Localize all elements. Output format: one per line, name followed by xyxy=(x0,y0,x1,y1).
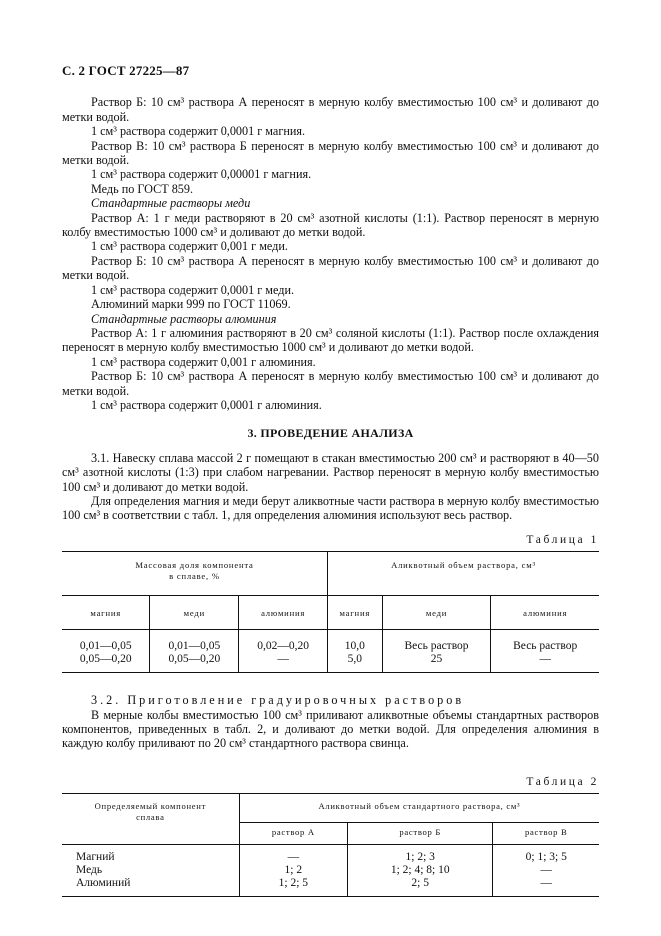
paragraph: Раствор Б: 10 см³ раствора А переносят в мерную колбу вместимостью 100 см³ и доливают до метки водой. xyxy=(62,95,599,124)
table2-group-header: Аликвотный объем стандартного раствора, см³ xyxy=(239,794,599,823)
table2-col-header: Определяемый компонент сплава xyxy=(62,794,239,845)
table1-col-header: магния xyxy=(327,596,382,630)
table2-cell: 0; 1; 3; 5 — — xyxy=(493,845,599,897)
subheading-copper: Стандартные растворы меди xyxy=(91,196,251,211)
table1-group-header: Аликвотный объем раствора, см³ xyxy=(327,552,599,596)
paragraph: 1 см³ раствора содержит 0,001 г алюминия. xyxy=(91,354,316,369)
table2-cell: — 1; 2 1; 2; 5 xyxy=(239,845,347,897)
document-page xyxy=(62,64,599,897)
table1-cell: 0,01—0,05 0,05—0,20 xyxy=(79,640,132,666)
table1-caption: Таблица 1 xyxy=(526,533,599,546)
table1-col-header: меди xyxy=(382,596,491,630)
table2-col-header: раствор Б xyxy=(347,823,493,845)
paragraph: Медь по ГОСТ 859. xyxy=(91,181,194,196)
table1-cell: 0,02—0,20 — xyxy=(239,630,328,673)
paragraph: Раствор А: 1 г меди растворяют в 20 см³ азотной кислоты (1:1). Раствор переносят в мерную колбу вместимостью 1000 см³ и доливают до метки водой. xyxy=(62,210,599,240)
paragraph: Алюминий марки 999 по ГОСТ 11069. xyxy=(91,297,291,312)
table1-group-header: Массовая доля компонента в сплаве, % xyxy=(62,552,327,596)
subsection-heading: 3.2. Приготовление градуировочных растворов xyxy=(91,693,465,708)
section-title: 3. ПРОВЕДЕНИЕ АНАЛИЗА xyxy=(247,426,414,441)
paragraph: 1 см³ раствора содержит 0,001 г меди. xyxy=(91,239,288,254)
paragraph: Раствор Б: 10 см³ раствора А переносят в мерную колбу вместимостью 100 см³ и доливают до метки водой. xyxy=(62,369,599,398)
table1-cell: Весь раствор — xyxy=(491,630,599,673)
paragraph: В мерные колбы вместимостью 100 см³ приливают аликвотные объемы стандартных растворов компонентов, приведенных в табл. 2, и доливают до метки водой. Для определения алюминия в каждую колбу приливают по 20 см³ стандартного раствора свинца. xyxy=(62,707,599,751)
table2-col-header: раствор А xyxy=(239,823,347,845)
paragraph: 1 см³ раствора содержит 0,0001 г магния. xyxy=(91,124,306,139)
table1-col-header: меди xyxy=(150,596,239,630)
table1-col-header: алюминия xyxy=(491,596,599,630)
table1-cell: 0,01—0,05 0,05—0,20 xyxy=(150,630,239,673)
paragraph: 1 см³ раствора содержит 0,00001 г магния. xyxy=(91,167,312,182)
paragraph: 3.1. Навеску сплава массой 2 г помещают в стакан вместимостью 200 см³ и растворяют в 40—50 см³ азотной кислоты (1:3) при слабом нагревании. Раствор переносят в мерную колбу вместимостью 100 см³ и доливают до метки водой. xyxy=(62,450,599,494)
paragraph: Для определения магния и меди берут аликвотные части раствора в мерную колбу вместимостью 100 см³ в соответствии с табл. 1, для определения алюминия используют весь раствор. xyxy=(62,493,599,523)
table2-caption: Таблица 2 xyxy=(526,775,599,788)
paragraph: Раствор Б: 10 см³ раствора А переносят в мерную колбу вместимостью 100 см³ и доливают до метки водой. xyxy=(62,253,599,283)
table-1 xyxy=(62,551,599,673)
table1-col-header: магния xyxy=(62,596,150,630)
paragraph: Раствор А: 1 г алюминия растворяют в 20 см³ соляной кислоты (1:1). Раствор после охлаждения переносят в мерную колбу вместимостью 1000 см³ и доливают до метки водой. xyxy=(62,325,599,355)
page-header: С. 2 ГОСТ 27225—87 xyxy=(62,63,190,78)
paragraph: Раствор В: 10 см³ раствора Б переносят в мерную колбу вместимостью 100 см³ и доливают до метки водой. xyxy=(62,138,599,168)
table1-cell: 10,0 5,0 xyxy=(327,630,382,673)
table2-col-header: раствор В xyxy=(493,823,599,845)
subheading-aluminium: Стандартные растворы алюминия xyxy=(91,311,277,326)
table-2 xyxy=(62,793,599,897)
table2-cell: 1; 2; 3 1; 2; 4; 8; 10 2; 5 xyxy=(347,845,493,897)
paragraph: 1 см³ раствора содержит 0,0001 г алюминия. xyxy=(91,397,322,412)
table1-col-header: алюминия xyxy=(239,596,328,630)
table2-cell: Магний Медь Алюминий xyxy=(76,851,131,890)
paragraph: 1 см³ раствора содержит 0,0001 г меди. xyxy=(91,282,295,297)
table1-cell: Весь раствор 25 xyxy=(382,630,491,673)
